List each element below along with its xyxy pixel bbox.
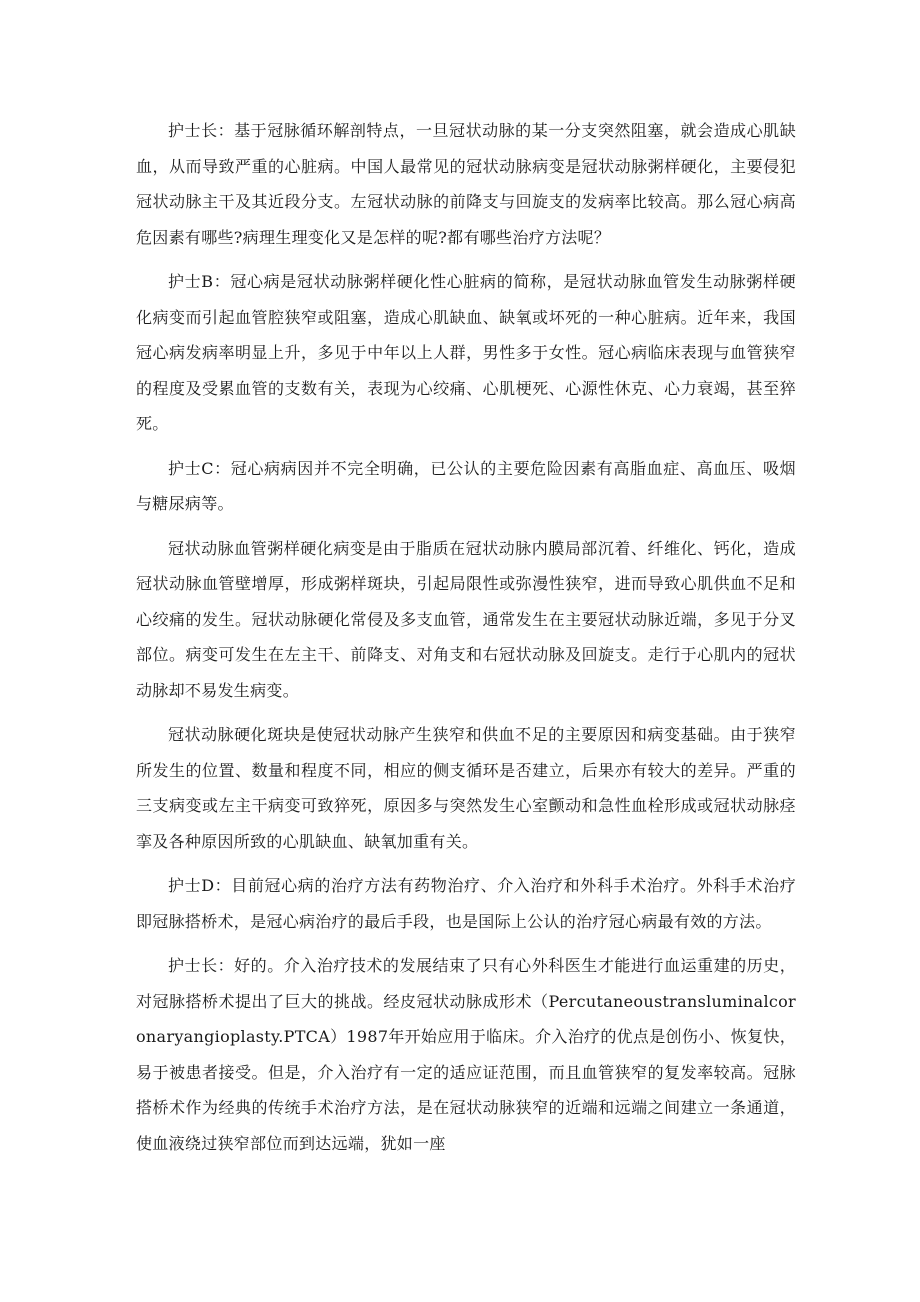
- paragraph-nurse-b: 护士B：冠心病是冠状动脉粥样硬化性心脏病的简称，是冠状动脉血管发生动脉粥样硬化病变而引起血管腔狭窄或阻塞，造成心肌缺血、缺氧或坏死的一种心脏病。近年来，我国冠心病发病率明显上升，多见于中年以上人群，男性多于女性。冠心病临床表现与血管狭窄的程度及受累血管的支数有关，表现为心绞痛、心肌梗死、心源性休克、心力衰竭，甚至猝死。: [136, 272, 796, 433]
- paragraph-head-nurse-intro: 护士长：基于冠脉循环解剖特点，一旦冠状动脉的某一分支突然阻塞，就会造成心肌缺血，从而导致严重的心脏病。中国人最常见的冠状动脉病变是冠状动脉粥样硬化，主要侵犯冠状动脉主干及其近段分支。左冠状动脉的前降支与回旋支的发病率比较高。那么冠心病高危因素有哪些?病理生理变化又是怎样的呢?都有哪些治疗方法呢？: [136, 121, 796, 247]
- paragraph-nurse-c: 护士C：冠心病病因并不完全明确，已公认的主要危险因素有高脂血症、高血压、吸烟与糖尿病等。: [136, 458, 796, 513]
- document-page: [136, 113, 796, 1161]
- paragraph-head-nurse-ptca: 护士长：好的。介入治疗技术的发展结束了只有心外科医生才能进行血运重建的历史，对冠脉搭桥术提出了巨大的挑战。经皮冠状动脉成形术（Percutaneoustransluminalcoronaryangioplasty.PTCA）1987年开始应用于临床。介入治疗的优点是创伤小、恢复快，易于被患者接受。但是，介入治疗有一定的适应证范围，而且血管狭窄的复发率较高。冠脉搭桥术作为经典的传统手术治疗方法，是在冠状动脉狭窄的近端和远端之间建立一条通道，使血液绕过狭窄部位而到达远端，犹如一座: [136, 956, 796, 1153]
- paragraph-atherosclerosis: 冠状动脉血管粥样硬化病变是由于脂质在冠状动脉内膜局部沉着、纤维化、钙化，造成冠状动脉血管壁增厚，形成粥样斑块，引起局限性或弥漫性狭窄，进而导致心肌供血不足和心绞痛的发生。冠状动脉硬化常侵及多支血管，通常发生在主要冠状动脉近端，多见于分叉部位。病变可发生在左主干、前降支、对角支和右冠状动脉及回旋支。走行于心肌内的冠状动脉却不易发生病变。: [136, 538, 796, 700]
- paragraph-plaque: 冠状动脉硬化斑块是使冠状动脉产生狭窄和供血不足的主要原因和病变基础。由于狭窄所发生的位置、数量和程度不同，相应的侧支循环是否建立，后果亦有较大的差异。严重的三支病变或左主干病变可致猝死，原因多与突然发生心室颤动和急性血栓形成或冠状动脉痉挛及各种原因所致的心肌缺血、缺氧加重有关。: [136, 725, 796, 851]
- paragraph-nurse-d: 护士D：目前冠心病的治疗方法有药物治疗、介入治疗和外科手术治疗。外科手术治疗即冠脉搭桥术，是冠心病治疗的最后手段，也是国际上公认的治疗冠心病最有效的方法。: [136, 876, 796, 931]
